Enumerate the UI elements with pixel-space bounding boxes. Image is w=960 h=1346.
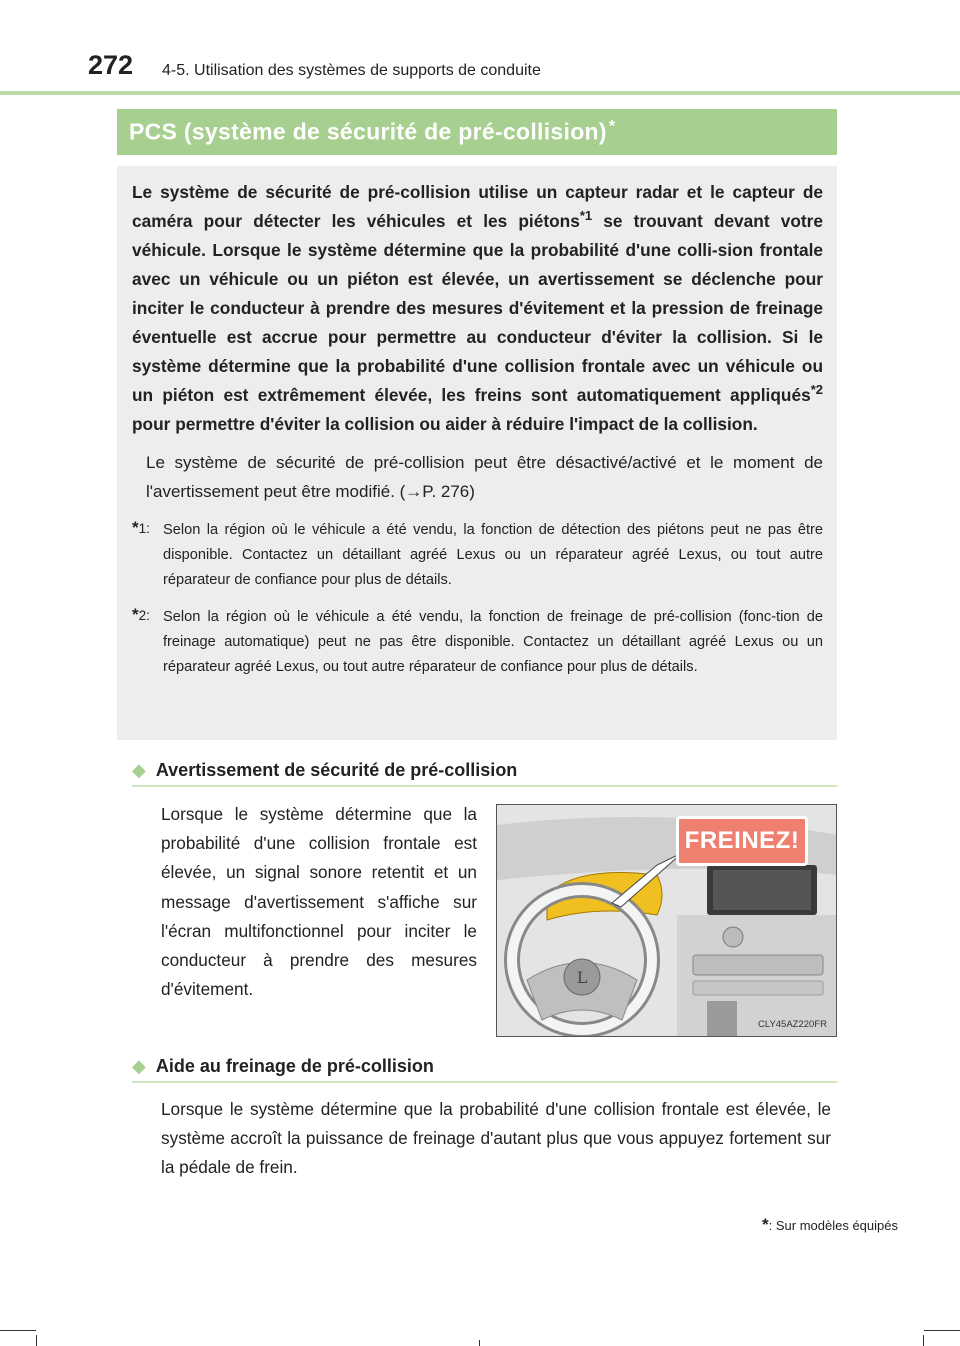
crop-mark xyxy=(0,1330,36,1331)
intro-box xyxy=(117,166,837,740)
section-title: PCS (système de sécurité de pré-collision) * xyxy=(129,118,616,145)
subsection-heading-brake-assist xyxy=(132,1051,837,1083)
brake-assist-description: Lorsque le système détermine que la probabilité d'une collision frontale est élevée, le système accroît la puissance de freinage d'autant plus que vous appuyez fortement sur la pédale de frein. xyxy=(161,1099,831,1178)
crop-mark xyxy=(479,1340,480,1346)
footnote-ref-1: *1 xyxy=(579,208,593,224)
subsection-heading-warning xyxy=(132,755,837,787)
header-rule xyxy=(0,91,960,95)
figure-code: CLY45AZ220FR xyxy=(758,1019,827,1030)
footnote xyxy=(132,518,823,593)
equipped-footnote: *: Sur modèles équipés xyxy=(762,1215,898,1234)
intro-paragraph: Le système de sécurité de pré-collision utilise un capteur radar et le capteur de caméra pour détecter les véhicules et les piétons$^{*1}$ se trouvant devant votre véhicule. Lorsque le système détermine que la probabilité d'une colli-sion frontale avec un véhicule ou un piéton est élevée, un avertissement se déclenche pour inciter le conducteur à prendre des mesures d'évitement et la pression de freinage éventuelle est accrue pour permettre au conducteur d'éviter la collision. Si le système détermine que la probabilité d'une collision frontale avec un véhicule ou un piéton est extrêmement élevée, les freins sont automatiquement appliqués$^{*2}$ pour permettre d'éviter la collision ou aider à réduire l'impact de la collision. xyxy=(132,182,823,434)
footnote-text: Selon la région où le véhicule a été vendu, la fonction de freinage de pré-collision (fonc-tion de freinage automatique) peut ne pas être disponible. Contactez un détaillant agréé Lexus ou un réparateur agréé Lexus, ou tout autre réparateur de confiance pour plus de détails. xyxy=(163,609,823,675)
settings-note: Le système de sécurité de pré-collision peut être désactivé/activé et le moment de l'avertissement peut être modifié. (→P. 276) xyxy=(146,453,823,501)
footnote-mark: *1: xyxy=(132,518,150,537)
chapter-heading: 4-5. Utilisation des systèmes de supports de conduite xyxy=(162,62,541,79)
crop-mark xyxy=(924,1330,960,1331)
svg-text:L: L xyxy=(576,968,588,987)
footnote-ref-2: *2 xyxy=(810,382,823,398)
footnote xyxy=(132,605,823,680)
diamond-icon: ◆ xyxy=(132,1055,146,1076)
footnote-text: Selon la région où le véhicule a été vendu, la fonction de détection des piétons peut ne pas être disponible. Contactez un détaillant agréé Lexus ou un réparateur agréé Lexus, ou tout autre réparateur de confiance pour plus de détails. xyxy=(163,522,823,588)
crop-mark xyxy=(36,1335,37,1346)
subsection-title: Aide au freinage de pré-collision xyxy=(155,1055,434,1076)
equipped-star: * xyxy=(608,118,616,136)
page-number: 272 xyxy=(88,50,134,80)
subsection-title: Avertissement de sécurité de pré-collision xyxy=(155,759,518,780)
footnote-mark: *2: xyxy=(132,605,150,624)
section-title-bar xyxy=(117,109,837,155)
warning-description: Lorsque le système détermine que la probabilité d'une collision frontale est élevée, un signal sonore retentit et un message d'avertissement s'affiche sur l'écran multifonctionnel pour inciter le conducteur à prendre des mesures d'évitement. xyxy=(161,804,477,1000)
diamond-icon: ◆ xyxy=(132,759,146,780)
crop-mark xyxy=(923,1335,924,1346)
warning-message-label: FREINEZ! xyxy=(676,816,808,866)
